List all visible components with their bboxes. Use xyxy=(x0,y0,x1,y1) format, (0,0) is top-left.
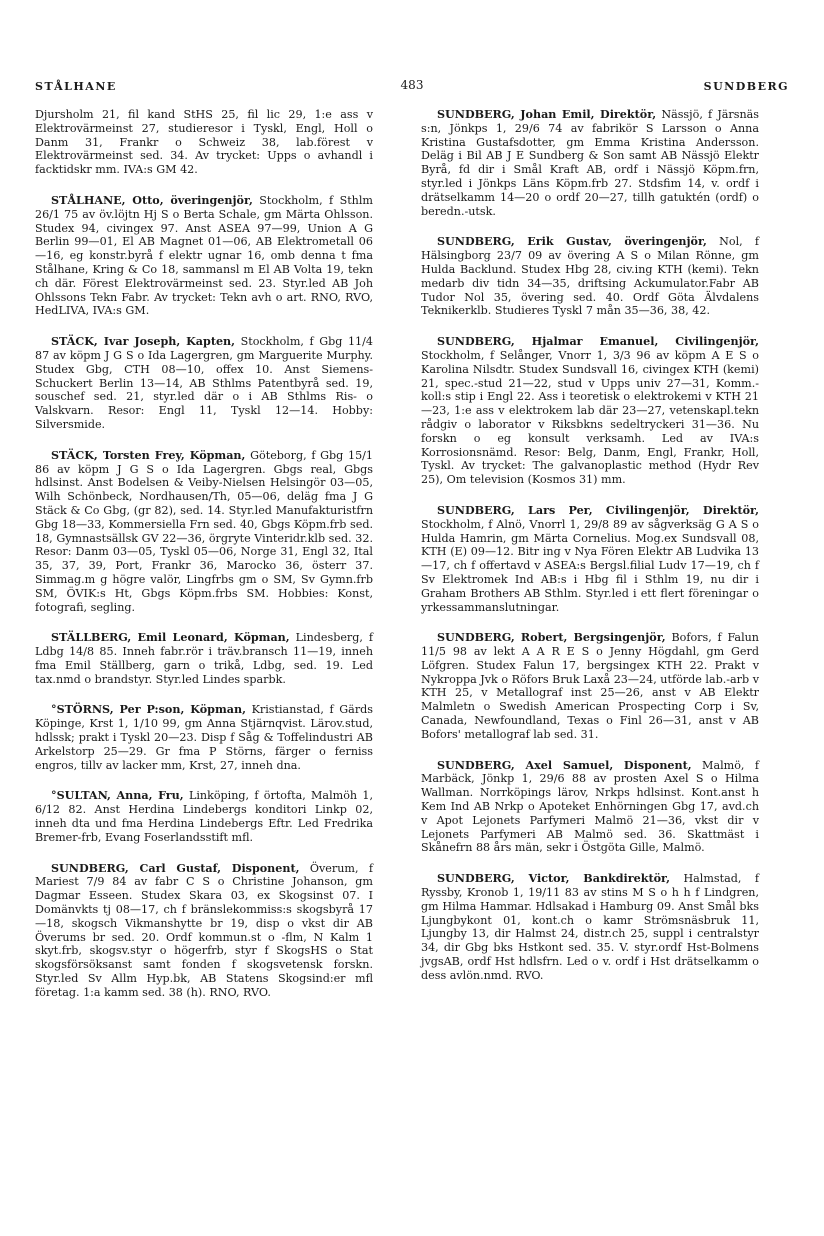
entry xyxy=(421,108,759,218)
entry xyxy=(35,449,373,615)
entry-text: Nässjö, f Järsnäs s:n, Jönkps 1, 29/6 74 av fabrikör S Larsson o Anna Kristina Gustafsdotter, gm Emma Kristina Andersson. Deläg i Bil AB J E Sundberg & Son samt AB Nässjö Elektr Byrå, fd dir i Smål Kraft AB, ordf i Nässjö Köpm.frn, styr.led i Jönkps Läns Köpm.frb 27. Stdsfim 14, v. ordf i drätselkamm 14—20 o ordf 20—27, tillh gatuktén (ordf) o beredn.-utsk. xyxy=(421,108,760,218)
entry-text: Djursholm 21, fil kand StHS 25, fil lic 29, 1:e ass v Elektrovärmeinst 27, studieresor i Tyskl, Engl, Holl o Danm 31, Frankr o Schweiz 38, lab.förest v Elektrovärmeinst sed. 34. Av trycket: Upps o avhandl i facktidskr mm. IVA:s GM 42. xyxy=(35,108,373,177)
entry-name: SUNDBERG, Axel Samuel, Disponent, xyxy=(437,758,692,772)
entry-text: Göteborg, f Gbg 15/1 86 av köpm J G S o Ida Lagergren. Gbgs real, Gbgs hdlsinst. Anst Bodelsen & Veiby-Nielsen Helsingör 03—05, Wilh Schönbeck, Nordhausen/Th, 05—06, deläg fma J G Stäck & Co Gbg, (gr 82), sed. 14. Styr.led Manufakturistfrn Gbg 18—33, Kommersiella Frn sed. 40, Gbgs Köpm.frb sed. 18, Gymnastsällsk GV 22—36, örgryte Vinteridr.klb sed. 32. Resor: Danm 03—05, Tyskl 05—06, Norge 31, Engl 32, Ital 35, 37, 39, Port, Frankr 36, Marocko 36, österr 37. Simmag.m g högre valör, Lingfrbs gm o SM, Sv Gymn.frb SM, ÖVIK:s Ht, Gbgs Köpm.frbs SM. Hobbies: Konst, fotografi, segling. xyxy=(35,448,373,614)
entry-text: Halmstad, f Ryssby, Kronob 1, 19/11 83 av stins M S o h h f Lindgren, gm Hilma Hammar. Hdlsakad i Hamburg 09. Anst Smål bks Ljungbykont 01, kont.ch o kamr Strömsnäsbruk 11, Ljungby 13, dir Halmst 24, distr.ch 25, suppl i centralstyr 34, dir Gbg bks Hstkont sed. 35. V. styr.ordf Hst-Bolmens jvgsAB, ordf Hst hdlsfrn. Led o v. ordf i Hst drätselkamm o dess avlön.nmd. RVO. xyxy=(421,872,759,982)
page-header xyxy=(35,80,789,100)
entry xyxy=(421,872,759,982)
entry xyxy=(35,789,373,844)
entry xyxy=(35,108,373,177)
entry xyxy=(35,335,373,432)
right-column xyxy=(421,108,759,1000)
entry-text: Nol, f Hälsingborg 23/7 09 av övering A S o Milan Rönne, gm Hulda Backlund. Studex Hbg 28, civ.ing KTH (kemi). Tekn medarb div tidn 34—35, driftsing Ackumulator.Fabr AB Tudor Nol 35, övering sed. 40. Ordf Göta Älvdalens Teknikerklb. Studieres Tyskl 7 mån 35—36, 38, 42. xyxy=(421,235,759,318)
entry xyxy=(421,235,759,318)
page-number: 483 xyxy=(400,78,424,92)
running-head-right: SUNDBERG xyxy=(703,80,789,93)
entry xyxy=(35,862,373,1000)
entry-text: Stockholm, f Sthlm 26/1 75 av öv.löjtn Hj S o Berta Schale, gm Märta Ohlsson. Studex 94, civingex 97. Anst ASEA 97—99, Union A G Berlin 99—01, El AB Magnet 01—06, AB Elektrometall 06—16, eg konstr.byrå f elektr ugnar 16, omb denna t fma Stålhane, Kring & Co 18, sammansl m El AB Volta 19, tekn ch där. Förest Elektrovärmeinst sed. 23. Styr.led AB Joh Ohlssons Tekn Fabr. Av trycket: Tekn avh o art. RNO, RVO, HedLIVA, IVA:s GM. xyxy=(35,193,373,318)
entry-name: SUNDBERG, Victor, Bankdirektör, xyxy=(437,872,670,886)
entry-text: Malmö, f Marbäck, Jönkp 1, 29/6 88 av prosten Axel S o Hilma Wallman. Norrköpings lärov, Nrkps hdlsinst. Kont.anst h Kem Ind AB Nrkp o Apoteket Enhörningen Gbg 17, avd.ch v Apot Lejonets Parfymeri Malmö 21—36, vkst dir v Lejonets Parfymeri AB Malmö sed. 36. Skattmäst i Skånefrn 88 års män, sekr i Östgöta Gille, Malmö. xyxy=(421,758,759,855)
entry-text: Stockholm, f Gbg 11/4 87 av köpm J G S o Ida Lagergren, gm Marguerite Murphy. Studex Gbg, CTH 08—10, offex 10. Anst Siemens-Schuckert Berlin 13—14, AB Sthlms Patentbyrå sed. 19, souschef sed. 21, styr.led där o i AB Sthlms Ris- o Valskvarn. Resor: Engl 11, Tyskl 12—14. Hobby: Silversmide. xyxy=(35,335,373,431)
entry-name: STÄCK, Torsten Frey, Köpman, xyxy=(51,448,246,462)
entry xyxy=(421,504,759,614)
entry xyxy=(421,335,759,487)
running-head-left: STÅLHANE xyxy=(35,80,117,93)
left-column xyxy=(35,108,373,1017)
entry xyxy=(421,631,759,741)
entry-name: SUNDBERG, Carl Gustaf, Disponent, xyxy=(51,861,300,875)
entry-name: SUNDBERG, Robert, Bergsingenjör, xyxy=(437,631,666,645)
entry-text: Lindesberg, f Ldbg 14/8 85. Inneh fabr.rör i träv.bransch 11—19, inneh fma Emil Ställberg, garn o trikå, Ldbg, sed. 19. Led tax.nmd o brandstyr. Styr.led Lindes sparbk. xyxy=(35,631,373,686)
entry xyxy=(35,194,373,318)
entry-name: °STÖRNS, Per P:son, Köpman, xyxy=(51,703,246,717)
entry-text: Stockholm, f Alnö, Vnorrl 1, 29/8 89 av sågverksäg G A S o Hulda Hamrin, gm Märta Cornelius. Mog.ex Sundsvall 08, KTH (E) 09—12. Bitr ing v Nya Fören Elektr AB Ludvika 13—17, ch f offertavd v ASEA:s Bergsl.filial Ludv 17—19, ch f Sv Elektromek Ind AB:s i Hbg fil i Sthlm 19, nu dir i Graham Brothers AB Sthlm. Styr.led i ett flert föreningar o yrkessammanslutningar. xyxy=(421,517,759,614)
entry-name: STÄCK, Ivar Joseph, Kapten, xyxy=(51,335,236,349)
entry-name: SUNDBERG, Hjalmar Emanuel, Civilingenjör, xyxy=(437,335,759,349)
entry-name: °SULTAN, Anna, Fru, xyxy=(51,789,184,803)
entry-name: SUNDBERG, Lars Per, Civilingenjör, Direktör, xyxy=(437,503,759,517)
entry xyxy=(421,759,759,856)
entry-name: SUNDBERG, Johan Emil, Direktör, xyxy=(437,108,657,121)
entry xyxy=(35,631,373,686)
entry-text: Bofors, f Falun 11/5 98 av lekt A A R E S o Jenny Högdahl, gm Gerd Löfgren. Studex Falun 17, bergsingex KTH 22. Prakt v Nykroppa Jvk o Röfors Bruk Laxå 23—24, utförde lab.-arb v KTH 25, v Metallograf inst 25—26, anst v AB Elektr Malmletn o Swedish American Prospecting Corp i Sv, Canada, Newfoundland, Texas o Finl 26—31, anst v AB Bofors' metallograf lab sed. 31. xyxy=(421,631,759,741)
entry xyxy=(35,703,373,772)
entry-name: STÅLHANE, Otto, överingenjör, xyxy=(51,193,253,207)
entry-name: STÄLLBERG, Emil Leonard, Köpman, xyxy=(51,631,290,645)
entry-text: Linköping, f örtofta, Malmöh 1, 6/12 82. Anst Herdina Lindebergs konditori Linkp 02, inneh dta und fma Herdina Lindebergs Eftr. Led Fredrika Bremer-frb, Evang Foserlandsstift mfl. xyxy=(35,789,373,844)
entry-name: SUNDBERG, Erik Gustav, överingenjör, xyxy=(437,235,707,249)
entry-text: Kristianstad, f Gärds Köpinge, Krst 1, 1/10 99, gm Anna Stjärnqvist. Lärov.stud, hdlssk; prakt i Tyskl 20—23. Disp f Såg & Toffelindustri AB Arkelstorp 25—29. Gr fma P Störns, färger o ferniss engros, tillv av lacker mm, Krst, 27, inneh dna. xyxy=(35,703,373,772)
entry-text: Överum, f Mariest 7/9 84 av fabr C S o Christine Johanson, gm Dagmar Esseen. Studex Skara 03, ex Skogsinst 07. I Domänvkts tj 08—17, ch f bränslekommiss:s skogsbyrå 17—18, skogsch Vikmanshytte br 19, disp o vkst dir AB Överums br sed. 20. Ordf kommun.st o -flm, N Kalm 1 skyt.frb, skogsv.styr o högerfrb, styr f SkogsHS o Stat skogsförsöksanst samt fonden f skogsvetensk forskn. Styr.led Sv Allm Hyp.bk, AB Statens Skogsind:er mfl företag. 1:a kamm sed. 38 (h). RNO, RVO. xyxy=(35,861,374,999)
entry-text: Stockholm, f Selånger, Vnorr 1, 3/3 96 av köpm A E S o Karolina Nilsdtr. Studex Sundsvall 16, civingex KTH (kemi) 21, spec.-stud 21—22, stud v Upps univ 27—31, Komm.-koll:s stip i Engl 22. Ass i teoretisk o elektrokemi v KTH 21—23, 1:e ass v elektrokem lab där 23—27, vetenskapl.tekn rådgiv o laborator v Riksbkns sedeltryckeri 31—36. Nu forskn o eg konsult verksamh. Led av IVA:s Korrosionsnämd. Resor: Belg, Danm, Engl, Frankr, Holl, Tyskl. Av trycket: The galvanoplastic method (Hydr Rev 25), Om television (Kosmos 31) mm. xyxy=(421,348,759,487)
